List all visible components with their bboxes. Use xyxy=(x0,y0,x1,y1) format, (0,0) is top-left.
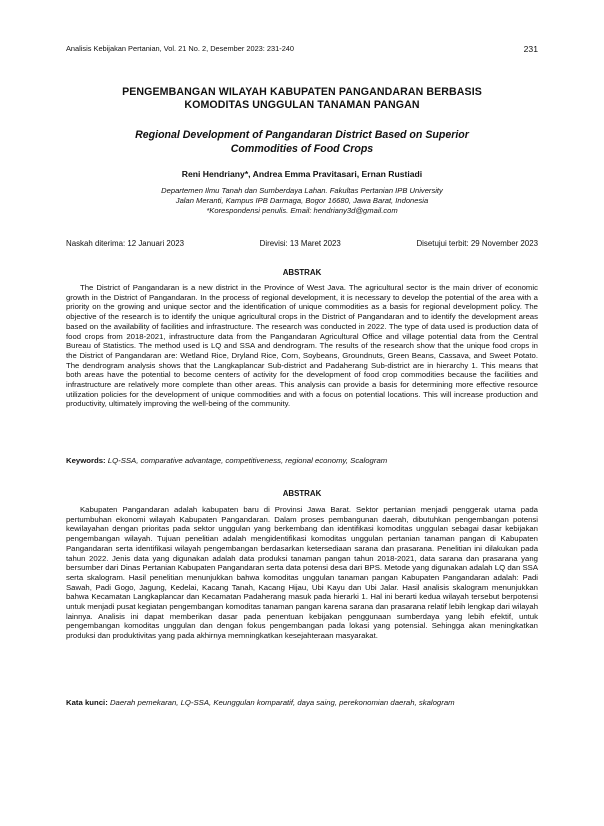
title-line-1: PENGEMBANGAN WILAYAH KABUPATEN PANGANDARAN BERBASIS xyxy=(122,86,482,98)
running-header xyxy=(66,44,538,54)
affiliation xyxy=(50,186,554,217)
affiliation-line-1: Departemen Ilmu Tanah dan Sumberdaya Lahan. Fakultas Pertanian IPB University xyxy=(161,186,443,195)
affiliation-line-2: Jalan Meranti, Kampus IPB Darmaga, Bogor 16680, Jawa Barat, Indonesia xyxy=(175,196,429,206)
journal-citation: Analisis Kebijakan Pertanian, Vol. 21 No. 2, Desember 2023: 231-240 xyxy=(66,44,295,53)
title-en-line-1: Regional Development of Pangandaran District Based on Superior xyxy=(135,129,469,141)
page-number: 231 xyxy=(523,44,538,54)
keywords-en xyxy=(66,456,538,466)
keywords-id-list: Daerah pemekaran, LQ-SSA, Keunggulan komparatif, daya saing, perekonomian daerah, skalogram xyxy=(109,698,455,707)
keywords-en-list: LQ-SSA, comparative advantage, competitiveness, regional economy, Scalogram xyxy=(107,456,388,465)
submission-dates xyxy=(66,239,538,248)
title-en-line-2: Commodities of Food Crops xyxy=(230,143,374,155)
date-accepted: Disetujui terbit: 29 November 2023 xyxy=(416,239,538,248)
paper-title-english xyxy=(50,128,554,156)
date-received: Naskah diterima: 12 Januari 2023 xyxy=(66,239,184,248)
abstract-id-body: Kabupaten Pangandaran adalah kabupaten baru di Provinsi Jawa Barat. Sektor pertanian menjadi penggerak utama pada pertumbuhan ekonomi wilayah Kabupaten Pangandaran. Dalam proses pembangunan daerah, dibutuhkan pengembangan potensi kewilayahan dengan prioritas pada sektor unggulan yang berkembang dan identifikasi komoditas unggulan sebagai dasar kebijakan pengembangan wilayah. Tujuan penelitian adalah mengidentifikasi komoditas unggulan pertanian tanaman pangan di Kabupaten Pangandaran serta identifikasi wilayah pengembangan berdasarkan ketersediaan sarana dan prasarana. Penelitian ini dilakukan pada tahun 2022. Jenis data yang digunakan adalah data produksi tanaman pangan tahun 2018-2021, data sarana dan prasarana yang bersumber dari Dinas Pertanian Kabupaten Pangandaran serta data potensi desa dari BPS. Metode yang digunakan adalah LQ dan SSA serta skalogram. Hasil penelitian menunjukkan bahwa komoditas unggulan tanaman pangan Kabupaten Pangandaran adalah: Padi Sawah, Padi Gogo, Jagung, Kedelai, Kacang Tanah, Kacang Hijau, Ubi Kayu dan Ubi Jalar. Hasil analisis skalogram menunjukkan bahwa Kecamatan Langkaplancar dan Kecamatan Padaherang masuk pada hierarki 1. Hal ini berarti kedua wilayah tersebut berpotensi untuk menjadi pusat kegiatan pengembangan komoditas tanaman pangan karena sarana dan prasarana relatif lebih lengkap dari wilayah lainnya. Analisis ini dapat memberikan dasar pada penentuan kebijakan penggunaan sumberdaya yang lebih efektif, untuk pengembangan komoditas unggulan dan dengan fokus pengembangan pada lokasi yang potensial. Sehingga akan meningkatkan produksi dan produktivitas yang pada akhirnya memningkatkan kesejahteraan masyarakat. xyxy=(66,505,538,641)
author-list: Reni Hendriany*, Andrea Emma Pravitasari, Ernan Rustiadi xyxy=(181,169,423,179)
keywords-en-label: Keywords: xyxy=(66,456,108,465)
abstract-id-heading: ABSTRAK xyxy=(282,489,322,498)
abstract-en-body: The District of Pangandaran is a new district in the Province of West Java. The agricultural sector is the main driver of economic growth in the District of Pangandaran. In the process of regional development, it is necessary to develop the potential of the area with a priority on the growing and unique sector and the identification of unique commodities as a basis for regional development policy. The objective of the research is to identify the unique agricultural crops in the District of Pangandaran and to identify the development areas based on the availability of facilities and infrastructure. The research was conducted in 2022. The type of data used is production data of food crops from 2018-2021, infrastructure data from the Pangandaran Agricultural Office and village potential data from the Central Bureau of Statistics. The method used is LQ and SSA and dendrogram. The results of the research show that the unique food crops in the District of Pangandaran are: Wetland Rice, Dryland Rice, Corn, Soybeans, Groundnuts, Green Beans, Cassava, and Sweet Potato. The dendrogram analysis shows that the Langkaplancar Sub-district and Padaherang Sub-district are in hierarchy 1. This means that both areas have the potential to become centers of activity for the development of food crop commodities because the facilities and infrastructure are relatively more complete than other areas. This analysis can provide a basis for determining more effective resource utilization policies for the development of unique commodities and with a focus on potential locations. This will increase production and productivity, ultimately improving the well-being of the community. xyxy=(66,283,538,409)
correspondence: *Korespondensi penulis. Email: hendriany3d@gmail.com xyxy=(206,206,398,216)
title-line-2: KOMODITAS UNGGULAN TANAMAN PANGAN xyxy=(184,99,420,111)
abstract-en-heading: ABSTRAK xyxy=(282,268,322,277)
keywords-id-label: Kata kunci: xyxy=(66,698,110,707)
date-revised: Direvisi: 13 Maret 2023 xyxy=(259,239,341,248)
paper-title-indonesian xyxy=(50,86,554,112)
keywords-id xyxy=(66,698,538,708)
